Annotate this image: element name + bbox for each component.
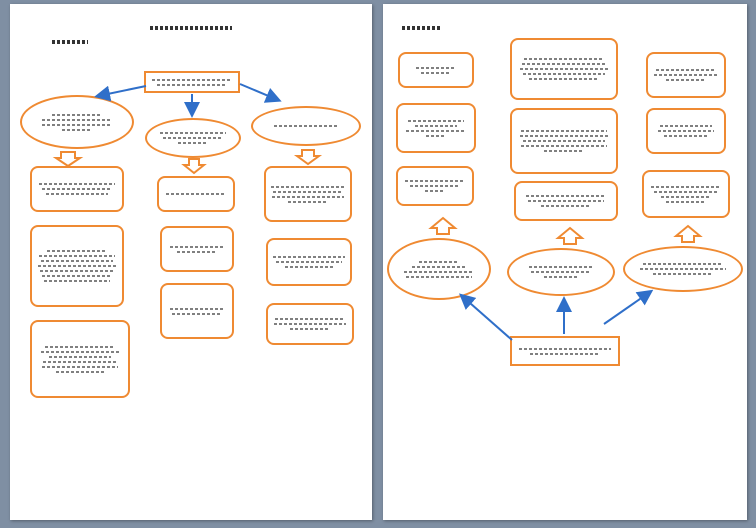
left-col2-box-1 xyxy=(157,176,235,212)
left-col2-box-3 xyxy=(160,283,234,339)
left-page-title xyxy=(150,26,232,30)
left-col3-box-2 xyxy=(266,238,352,286)
right-left-box-1 xyxy=(398,52,474,88)
left-branch-2-node xyxy=(145,118,241,158)
left-root-node xyxy=(144,71,240,93)
right-right-box-3 xyxy=(642,170,730,218)
left-col3-box-1 xyxy=(264,166,352,222)
right-left-box-2 xyxy=(396,103,476,153)
left-col2-box-2 xyxy=(160,226,234,272)
left-branch-3-node xyxy=(251,106,361,146)
left-page-subtitle xyxy=(52,40,88,44)
right-right-box-1 xyxy=(646,52,726,98)
right-page-title xyxy=(402,26,442,30)
right-center-box-1 xyxy=(510,38,618,100)
right-right-box-2 xyxy=(646,108,726,154)
left-col3-box-3 xyxy=(266,303,354,345)
right-center-box-2 xyxy=(510,108,618,174)
right-branch-2-node xyxy=(507,248,615,296)
left-col1-box-3 xyxy=(30,320,130,398)
right-left-box-3 xyxy=(396,166,474,206)
left-col1-box-2 xyxy=(30,225,124,307)
left-col1-box-1 xyxy=(30,166,124,212)
right-branch-1-node xyxy=(387,238,491,300)
left-branch-1-node xyxy=(20,95,134,149)
right-branch-3-node xyxy=(623,246,743,292)
right-root-node xyxy=(510,336,620,366)
right-center-box-3 xyxy=(514,181,618,221)
